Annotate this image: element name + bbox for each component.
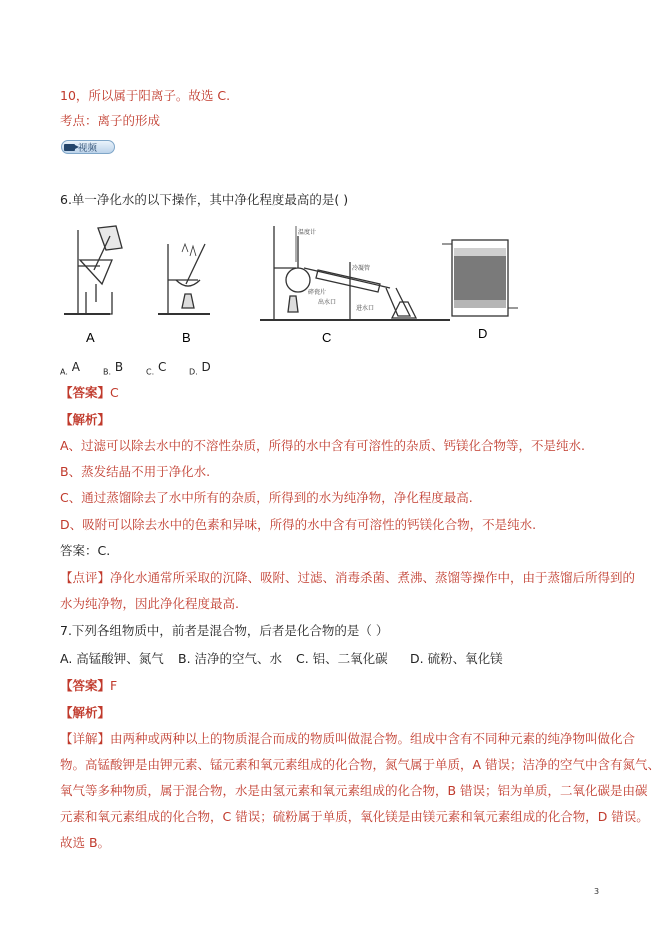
q6-option-a[interactable] <box>60 360 80 376</box>
q6-answer-value: C <box>110 385 119 400</box>
q6-analysis-c: C、通过蒸馏除去了水中所有的杂质，所得到的水为纯净物，净化程度最高. <box>60 490 473 505</box>
fig-c-thermometer-label: 温度计 <box>298 230 317 236</box>
fig-d-label: D <box>478 326 488 341</box>
fig-a-filtration <box>64 226 122 314</box>
q6-answer-tag: 【答案】 <box>60 385 111 400</box>
q6-option-b-key: B. <box>103 367 112 377</box>
q6-analysis-a: A、过滤可以除去水中的不溶性杂质，所得的水中含有可溶性的杂质、钙镁化合物等，不是纯水. <box>60 438 586 453</box>
q6-option-d-value: D <box>201 360 211 374</box>
q6-apparatus-figures <box>60 222 520 352</box>
kaodian-line: 考点：离子的形成 <box>60 113 161 128</box>
fig-c-water-in-label: 进水口 <box>356 306 375 312</box>
q7-stem: 7.下列各组物质中，前者是混合物，后者是化合物的是（ ） <box>60 623 389 638</box>
page-number: 3 <box>594 887 600 896</box>
fig-b-evaporation <box>158 244 210 314</box>
fig-a-label: A <box>86 330 95 345</box>
q6-answer-line: 答案：C. <box>60 543 111 558</box>
q6-analysis-b: B、蒸发结晶不用于净化水. <box>60 464 211 479</box>
q6-option-d[interactable] <box>189 360 211 376</box>
q7-detail-line-1: 【详解】由两种或两种以上的物质混合而成的物质叫做混合物。组成中含有不同种元素的纯净物叫做化合 <box>60 731 636 746</box>
q7-option-a[interactable]: A. 高锰酸钾、氮气 <box>60 651 164 666</box>
video-button[interactable] <box>61 140 115 154</box>
fig-c-condenser-label: 冷凝管 <box>352 266 371 272</box>
q6-stem: 6.单一净化水的以下操作，其中净化程度最高的是( ) <box>60 192 349 207</box>
q7-answer-tag: 【答案】 <box>60 678 111 693</box>
q6-option-c-key: C. <box>146 367 155 377</box>
fig-c-chips-label: 碎瓷片 <box>308 290 327 296</box>
q6-option-b[interactable] <box>103 360 123 376</box>
fig-c-water-out-label: 出水口 <box>318 300 337 306</box>
fig-b-label: B <box>182 330 191 345</box>
q6-option-c-value: C <box>157 360 167 374</box>
q6-comment-line-2: 水为纯净物，因此净化程度最高. <box>60 596 239 611</box>
q7-option-d[interactable]: D. 硫粉、氧化镁 <box>410 651 503 666</box>
q7-option-c[interactable]: C. 铝、二氧化碳 <box>296 651 388 666</box>
q6-option-a-value: A <box>71 360 80 374</box>
q6-analysis-tag: 【解析】 <box>60 412 111 427</box>
q7-answer <box>60 677 117 695</box>
q7-detail-line-2: 物。高锰酸钾是由钾元素、锰元素和氧元素组成的化合物，氮气属于单质，A 错误；洁净的空气中含有氮气、 <box>60 757 661 772</box>
video-camera-icon <box>64 144 75 151</box>
q7-answer-value: F <box>110 678 118 693</box>
q6-option-b-value: B <box>114 360 124 374</box>
q6-comment-line-1: 【点评】净化水通常所采取的沉降、吸附、过滤、消毒杀菌、煮沸、蒸馏等操作中，由于蒸馏后所得到的 <box>60 570 636 585</box>
q6-analysis-d: D、吸附可以除去水中的色素和异味，所得的水中含有可溶性的钙镁化合物，不是纯水. <box>60 517 537 532</box>
q6-option-a-key: A. <box>60 367 68 377</box>
q7-detail-line-5: 故选 B。 <box>60 835 111 850</box>
fig-c-label: C <box>322 330 332 345</box>
fig-c-distillation <box>260 226 450 320</box>
q6-option-d-key: D. <box>189 367 198 377</box>
q7-option-b[interactable]: B. 洁净的空气、水 <box>178 651 283 666</box>
q6-option-c[interactable] <box>146 360 166 376</box>
video-label: 视频 <box>78 143 98 154</box>
q6-answer <box>60 384 119 402</box>
q7-detail-line-4: 元素和氧元素组成的化合物，C 错误；硫粉属于单质，氧化镁是由镁元素和氧元素组成的化合物，D 错误。 <box>60 809 649 824</box>
q7-detail-line-3: 氧气等多种物质，属于混合物，水是由氢元素和氧元素组成的化合物，B 错误；铝为单质，二氧化碳是由碳 <box>60 783 648 798</box>
prev-answer-line: 10，所以属于阳离子。故选 C. <box>60 88 231 103</box>
q7-analysis-tag: 【解析】 <box>60 705 111 720</box>
fig-d-adsorption <box>442 240 518 316</box>
